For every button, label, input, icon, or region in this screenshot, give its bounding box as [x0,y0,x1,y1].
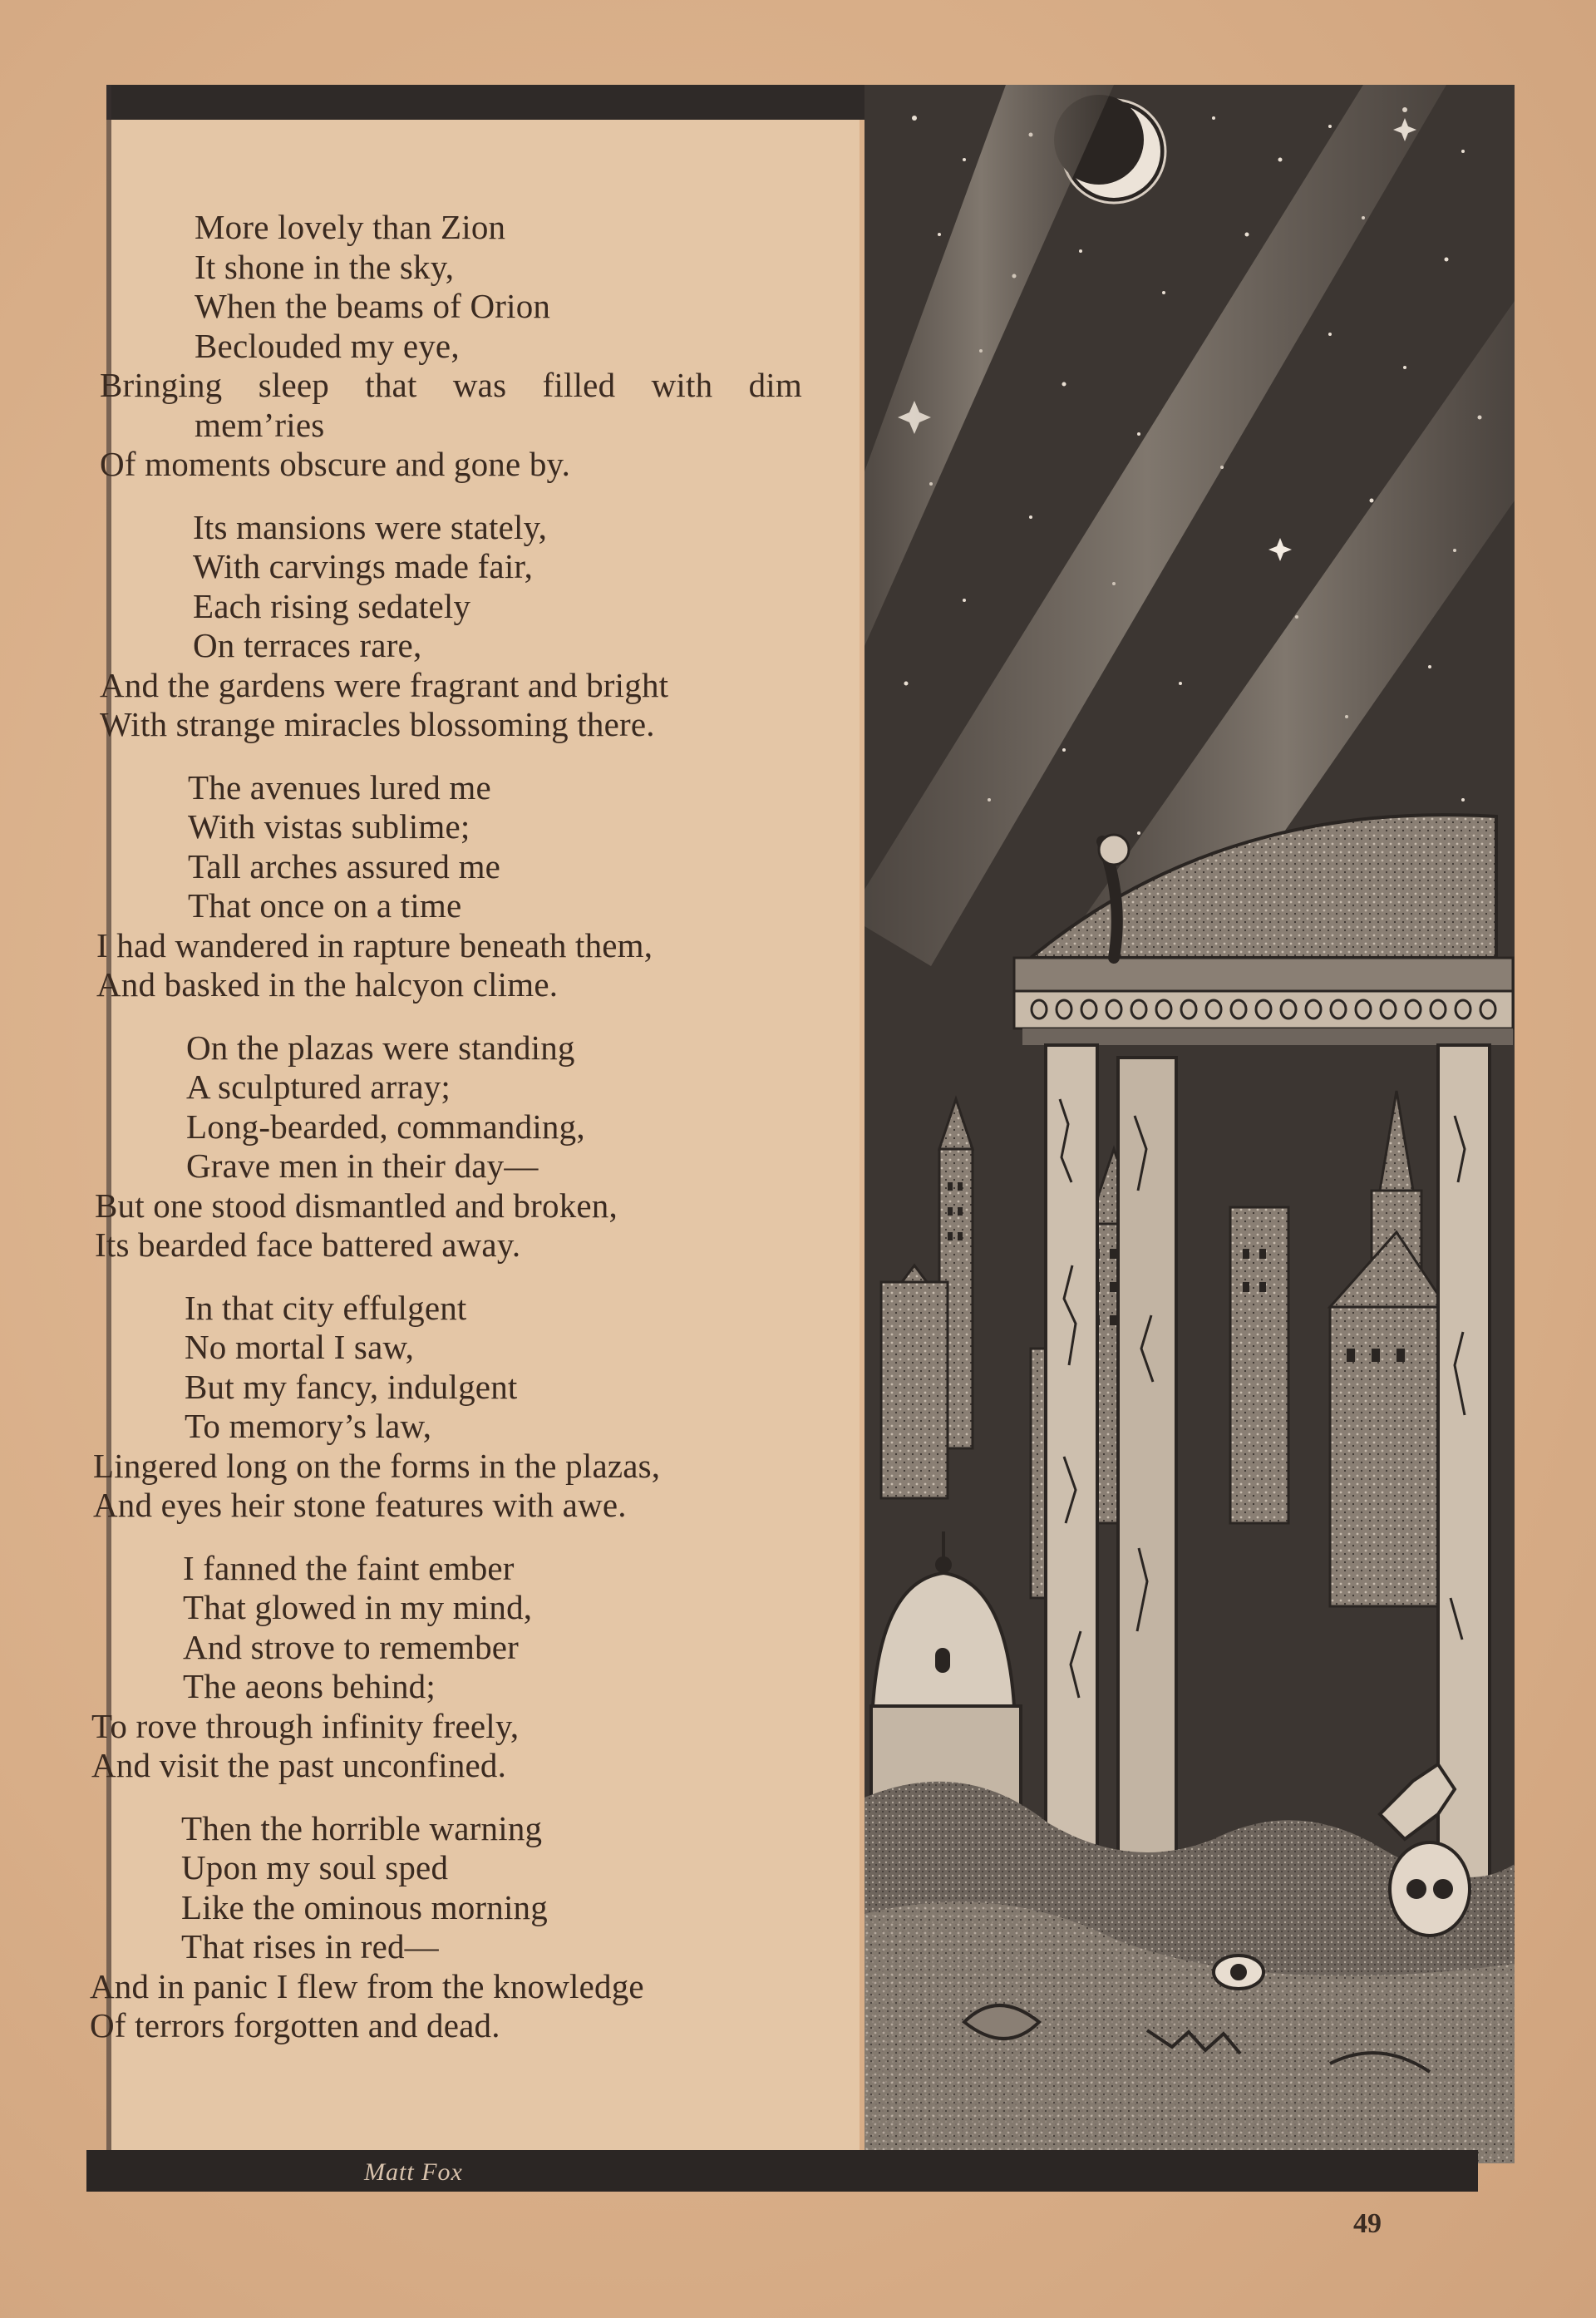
poem-line: On the plazas were standing [186,1028,575,1067]
word: Bringing [100,366,223,404]
poem-line: I fanned the faint ember [183,1548,515,1587]
poem-line: But my fancy, indulgent [185,1367,518,1406]
poem-line: Lingered long on the forms in the plazas, [93,1446,661,1485]
poem-line: mem’ries [195,405,325,444]
poem-line: But one stood dismantled and broken, [95,1186,618,1225]
poem-line: It shone in the sky, [195,247,455,286]
poem-line: I had wandered in rapture beneath them, [96,925,653,964]
page-number: 49 [1353,2208,1382,2239]
word: sleep [258,366,329,404]
poem-line: To memory’s law, [185,1407,432,1445]
poem-line: That once on a time [188,886,462,925]
word: filled [542,366,616,404]
word: with [651,366,713,404]
poem-line: With vistas sublime; [188,807,470,846]
poem-line: And the gardens were fragrant and bright [100,665,669,704]
poem-line: Long-bearded, commanding, [186,1107,585,1146]
poem-line: In that city effulgent [185,1288,467,1327]
poem-line: Each rising sedately [193,586,471,625]
poem-line: And in panic I flew from the knowledge [90,1966,644,2005]
poem-line: Its bearded face battered away. [95,1226,521,1264]
poem-line: And visit the past unconfined. [91,1746,507,1784]
poem-line: Tall arches assured me [188,846,501,885]
stanza-3 [96,768,831,1005]
skull [1390,1842,1470,1936]
stanza-5 [93,1289,831,1526]
frame-bottom-border [86,2150,1478,2192]
poem-line: That rises in red— [181,1927,439,1965]
poem-line: And strove to remember [183,1627,520,1666]
poem-line: More lovely than Zion [195,208,506,246]
poem-line: With carvings made fair, [193,547,534,585]
word: was [452,366,507,404]
poem-line: On terraces rare, [193,626,422,664]
poem-line: And eyes heir stone features with awe. [93,1486,627,1524]
poem-line: Its mansions were stately, [193,507,548,546]
poem-line: The avenues lured me [188,767,491,806]
stanza-7 [90,1809,831,2046]
artist-signature: Matt Fox [364,2158,463,2186]
poem-line: With strange miracles blossoming there. [100,705,655,743]
poem-line: Of terrors forgotten and dead. [90,2006,500,2044]
stanza-1 [100,208,831,485]
stanza-6 [91,1549,831,1786]
city-illustration [864,85,1515,2163]
word: dim [748,366,802,404]
poem-line: When the beams of Orion [195,287,551,325]
poem-line: And basked in the halcyon clime. [96,965,559,1004]
poem-line: Beclouded my eye, [195,326,460,365]
stanza-4 [95,1028,831,1265]
poem-line: Upon my soul sped [181,1848,449,1886]
poem-line: Of moments obscure and gone by. [100,445,571,483]
poem-line: Like the ominous morning [181,1887,548,1926]
poem-line: The aeons behind; [183,1667,436,1705]
stanza-2 [100,508,831,745]
poem-line: Then the horrible warning [181,1808,543,1847]
poem-line: Grave men in their day— [186,1147,539,1185]
poem [90,208,831,2069]
frame-top-border [106,85,869,120]
poem-line: A sculptured array; [186,1068,451,1106]
poem-line-justified [100,366,802,406]
word: that [365,366,417,404]
poem-line: That glowed in my mind, [183,1588,533,1626]
poem-line: To rove through infinity freely, [91,1706,520,1745]
poem-line: No mortal I saw, [185,1328,415,1366]
